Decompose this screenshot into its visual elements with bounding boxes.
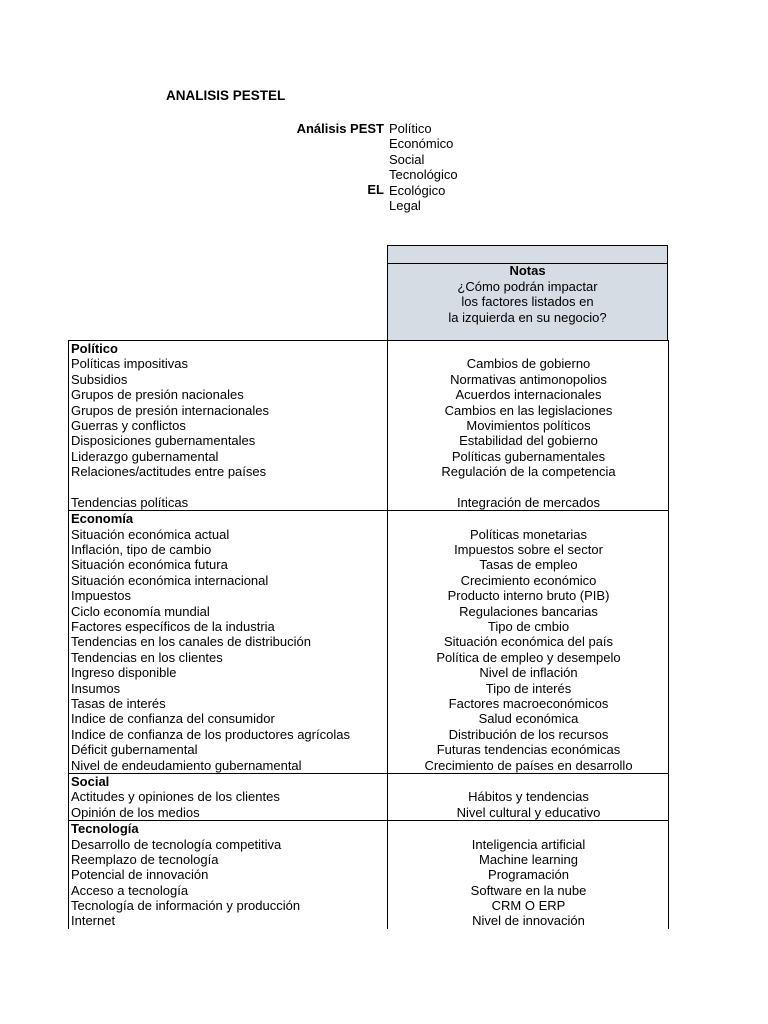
table-row	[69, 573, 668, 588]
impact-note-cell: Futuras tendencias económicas	[436, 742, 621, 758]
factor-cell: Grupos de presión internacionales	[71, 402, 270, 418]
table-row	[69, 867, 668, 882]
notes-question-line: ¿Cómo podrán impactar	[457, 279, 598, 294]
table-row	[69, 742, 668, 757]
factor-cell: Tasas de interés	[71, 695, 166, 711]
factor-cell: Potencial de innovación	[71, 867, 209, 883]
impact-note-cell: Producto interno bruto (PIB)	[447, 588, 610, 604]
factor-cell: Desarrollo de tecnología competitiva	[71, 836, 282, 852]
table-row	[69, 449, 668, 464]
table-row	[69, 387, 668, 402]
factor-item: Tecnológico	[389, 167, 458, 183]
factor-cell: Disposiciones gubernamentales	[71, 433, 256, 449]
section-title: Tecnología	[71, 821, 139, 837]
factor-item: Legal	[389, 197, 421, 213]
factor-list	[389, 121, 458, 213]
factor-cell: Opinión de los medios	[71, 804, 200, 820]
impact-note-cell: Movimientos políticos	[466, 417, 591, 433]
table-row	[69, 913, 668, 928]
factor-item: Ecológico	[389, 182, 446, 198]
factor-item: Económico	[389, 136, 454, 152]
impact-note-cell: Políticas monetarias	[469, 526, 588, 542]
factor-item: Político	[389, 121, 432, 136]
factor-cell: Situación económica actual	[71, 526, 230, 542]
factor-cell: Tendencias en los canales de distribución	[71, 634, 311, 650]
table-row	[69, 898, 668, 913]
impact-note-cell: Normativas antimonopolios	[450, 371, 607, 387]
table-row	[69, 837, 668, 852]
table-row	[69, 542, 668, 557]
table-row	[69, 372, 668, 387]
notes-title: Notas	[509, 263, 546, 278]
factor-cell: Políticas impositivas	[71, 356, 189, 372]
table-row	[69, 480, 668, 495]
page-title: ANALISIS PESTEL	[166, 88, 286, 103]
factor-cell: Tendencias en los clientes	[71, 649, 223, 665]
factor-cell: Indice de confianza de los productores agrícolas	[71, 726, 350, 742]
impact-note-cell: Tipo de cmbio	[487, 619, 570, 635]
factor-cell: Situación económica futura	[71, 557, 228, 573]
table-row	[69, 665, 668, 680]
table-row	[69, 650, 668, 665]
table-section	[69, 773, 668, 820]
notes-question	[388, 279, 667, 325]
factor-cell: Actitudes y opiniones de los clientes	[71, 789, 280, 805]
factor-cell: Ingreso disponible	[71, 665, 177, 681]
impact-note-cell: Estabilidad del gobierno	[459, 433, 598, 449]
impact-note-cell: Nivel cultural y educativo	[456, 804, 601, 820]
notes-question-line: los factores listados en	[461, 294, 594, 310]
table-section	[69, 510, 668, 773]
impact-note-cell: Hábitos y tendencias	[468, 789, 589, 805]
notes-header-spacer	[388, 246, 667, 264]
table-section	[69, 820, 668, 929]
impact-note-cell: Tasas de empleo	[479, 557, 578, 573]
table-row	[69, 604, 668, 619]
impact-note-cell: Regulaciones bancarias	[459, 603, 598, 619]
impact-note-cell: Integración de mercados	[456, 494, 601, 510]
factor-cell: Insumos	[71, 680, 121, 696]
factor-cell: Indice de confianza del consumidor	[71, 711, 275, 727]
factor-cell: Subsidios	[71, 371, 128, 387]
impact-note-cell: Crecimiento de países en desarrollo	[424, 757, 633, 773]
factor-cell: Déficit gubernamental	[71, 742, 198, 758]
impact-note-cell: Distribución de los recursos	[448, 726, 609, 742]
table-row	[69, 356, 668, 371]
factor-cell: Tecnología de información y producción	[71, 898, 301, 914]
impact-note-cell: Tipo de interés	[485, 680, 572, 696]
table-row	[69, 805, 668, 820]
impact-note-cell: Nivel de innovación	[472, 913, 585, 929]
factor-cell: Liderazgo gubernamental	[71, 448, 219, 464]
section-header-row	[69, 774, 668, 789]
table-row	[69, 418, 668, 433]
factor-cell: Acceso a tecnología	[71, 882, 189, 898]
table-row	[69, 588, 668, 603]
table-row	[69, 634, 668, 649]
impact-note-cell: Impuestos sobre el sector	[454, 542, 603, 558]
table-row	[69, 527, 668, 542]
section-header-row	[69, 341, 668, 356]
factor-cell: Relaciones/actitudes entre países	[71, 464, 267, 480]
impact-note-cell: CRM O ERP	[491, 898, 566, 914]
factor-cell: Ciclo economía mundial	[71, 603, 210, 619]
notes-question-line: la izquierda en su negocio?	[448, 309, 607, 325]
factor-cell: Inflación, tipo de cambio	[71, 542, 212, 558]
impact-note-cell: Regulación de la competencia	[441, 464, 616, 480]
notes-header	[387, 245, 668, 341]
table-row	[69, 433, 668, 448]
factor-cell: Reemplazo de tecnología	[71, 851, 219, 867]
section-header-row	[69, 511, 668, 526]
pestel-table	[68, 340, 669, 929]
impact-note-cell: Machine learning	[478, 851, 578, 867]
table-row	[69, 464, 668, 479]
impact-note-cell: Políticas gubernamentales	[451, 448, 606, 464]
table-row	[69, 495, 668, 510]
section-title: Político	[71, 341, 118, 356]
table-row	[69, 557, 668, 572]
impact-note-cell: Inteligencia artificial	[471, 836, 586, 852]
impact-note-cell: Cambios en las legislaciones	[444, 402, 613, 418]
impact-note-cell: Situación económica del país	[443, 634, 614, 650]
impact-note-cell: Crecimiento económico	[460, 572, 597, 588]
factor-cell: Guerras y conflictos	[71, 417, 186, 433]
impact-note-cell: Nivel de inflación	[479, 665, 578, 681]
impact-note-cell: Salud económica	[478, 711, 579, 727]
table-section	[69, 340, 668, 510]
impact-note-cell: Política de empleo y desempelo	[436, 649, 621, 665]
factor-cell: Factores específicos de la industria	[71, 619, 275, 635]
factor-cell: Impuestos	[71, 588, 131, 604]
table-row	[69, 852, 668, 867]
table-row	[69, 403, 668, 418]
factor-item: Social	[389, 151, 425, 167]
table-row	[69, 789, 668, 804]
impact-note-cell: Software en la nube	[470, 882, 587, 898]
factor-cell: Internet	[71, 913, 116, 929]
factor-cell: Grupos de presión nacionales	[71, 387, 244, 403]
factor-cell: Situación económica internacional	[71, 572, 269, 588]
el-label: EL	[367, 182, 384, 197]
table-row	[69, 696, 668, 711]
table-row	[69, 619, 668, 634]
impact-note-cell: Programación	[488, 867, 569, 883]
table-row	[69, 711, 668, 726]
impact-note-cell: Factores macroeconómicos	[448, 695, 609, 711]
pest-label: Análisis PEST	[296, 121, 384, 136]
impact-note-cell: Acuerdos internacionales	[455, 387, 602, 403]
table-row	[69, 727, 668, 742]
table-row	[69, 681, 668, 696]
table-row	[69, 883, 668, 898]
section-title: Economía	[71, 511, 134, 527]
factor-cell: Nivel de endeudamiento gubernamental	[71, 757, 302, 773]
section-title: Social	[71, 773, 110, 789]
section-header-row	[69, 821, 668, 836]
factor-cell: Tendencias políticas	[71, 494, 189, 510]
table-row	[69, 758, 668, 773]
impact-note-cell: Cambios de gobierno	[466, 356, 591, 372]
